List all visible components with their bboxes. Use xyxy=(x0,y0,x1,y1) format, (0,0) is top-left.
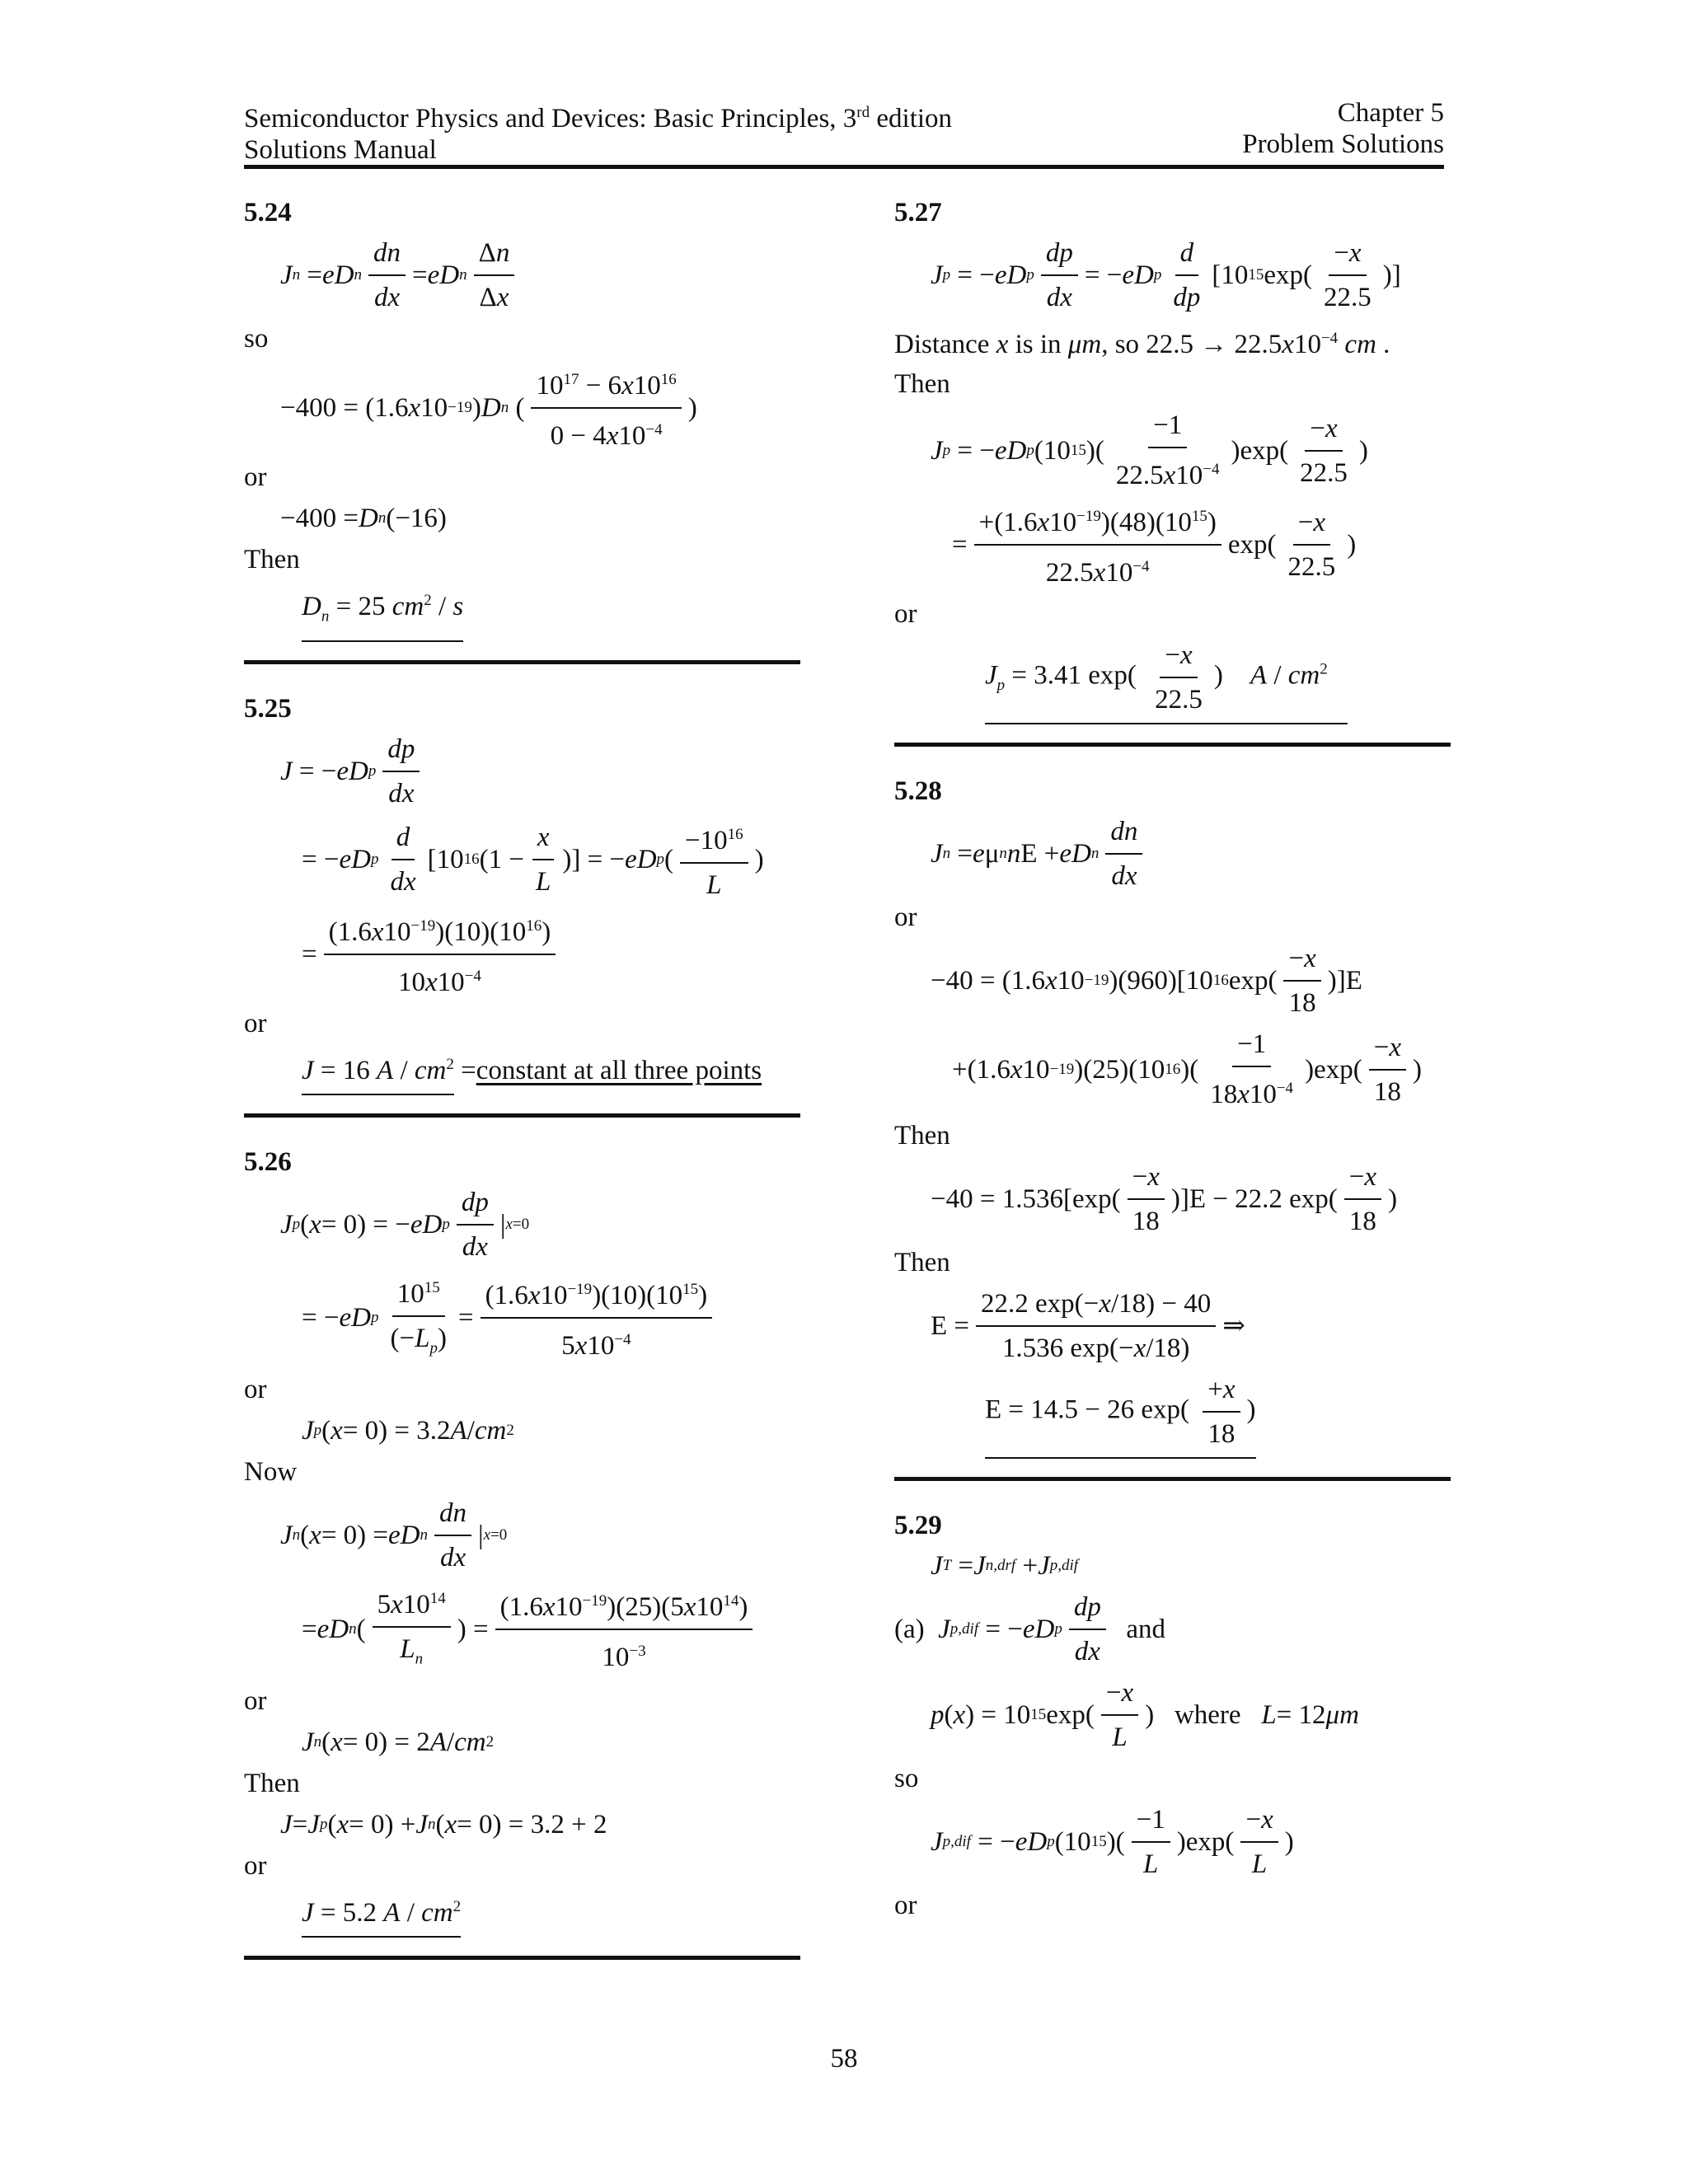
equation: = − eD p $\frac{10^{15}}{(-L_p)}$ = $\frac{(1.6x10^{-19})(10)(10^{15})}{5x10^{-4}}$ xyxy=(302,1270,800,1367)
equation: E = $\frac{22.2 \exp(-x/18) - 40}{1.536 \exp(-x/18)}$ ⇒ xyxy=(931,1286,1451,1366)
text-so: so xyxy=(244,324,269,354)
equation: = eD n ( $\frac{5x10^{14}}{L_n}$ ) = $\frac{(1.6x10^{-19})(25)(5x10^{14})}{10^{-3}}$ xyxy=(302,1581,800,1678)
section-divider xyxy=(244,1956,800,1960)
problem-number: 5.24 xyxy=(244,198,292,227)
problem-5-25 xyxy=(244,694,800,1118)
text-or: or xyxy=(244,1008,267,1038)
text-so: so xyxy=(894,1764,919,1793)
equation: J n = eD n $\frac{dn}{dx}$ = eD n $\frac{\Delta n}{\Delta x}$ xyxy=(280,235,800,316)
header-left xyxy=(244,97,952,166)
problem-number: 5.28 xyxy=(894,776,942,806)
answer: J = 5.2 A / $cm^2$ xyxy=(302,1889,800,1938)
text-or: or xyxy=(244,1850,267,1881)
problem-5-28 xyxy=(894,776,1451,1481)
text-then: Then xyxy=(894,1248,950,1277)
right-column xyxy=(894,198,1451,1927)
equation: J p = − eD p $\frac{dp}{dx}$ = − eD p $\frac{d}{dp}$ [10 15 exp( $\frac{-x}{22.5}$ )] xyxy=(931,235,1451,316)
answer: E = 14.5 − 26 exp( $\frac{+x}{18}$ ) xyxy=(985,1371,1451,1459)
problem-number: 5.27 xyxy=(894,198,942,227)
equation: (a) J p,dif = − eD p $\frac{dp}{dx}$ and xyxy=(894,1589,1451,1670)
problem-number: 5.25 xyxy=(244,693,292,724)
text-or: or xyxy=(894,599,917,629)
text-or: or xyxy=(894,902,917,932)
equation: J n ( x = 0) = 2 A / cm 2 xyxy=(302,1727,495,1757)
problem-5-24 xyxy=(244,198,800,664)
problem-5-29 xyxy=(894,1511,1451,1924)
equation: J = J p ( x = 0) + J n ( x = 0) = 3.2 + 2 xyxy=(280,1809,607,1840)
text-then: Then xyxy=(894,1121,950,1151)
equation: −40 = (1.6 x 10 −19 )(960)[10 16 exp( $\frac{-x}{18}$ )]E xyxy=(931,940,1451,1021)
equation: −400 = D n (−16) xyxy=(280,504,447,533)
text-then: Then xyxy=(244,545,300,574)
header-rule xyxy=(244,165,1444,169)
problem-number: 5.29 xyxy=(894,1511,942,1540)
text-or: or xyxy=(244,1685,267,1716)
equation: = − eD p $\frac{d}{dx}$ [10 16 (1 − $\frac{x}{L}$ )] = − eD p ( $\frac{-10^{16}}{L}$ ) xyxy=(302,817,800,903)
page-number: 58 xyxy=(830,2044,858,2074)
equation: = $\frac{(1.6x10^{-19})(10)(10^{16})}{10x10^{-4}}$ xyxy=(302,908,800,1001)
equation: J n ( x = 0) = eD n $\frac{dn}{dx}$ | x=0 xyxy=(280,1495,800,1576)
problem-number: 5.26 xyxy=(244,1146,292,1177)
section-divider xyxy=(894,743,1451,747)
section-label: Problem Solutions xyxy=(1242,129,1444,159)
equation: −400 = (1.6 x 10 −19 ) D n ( $\frac{10^{17} - 6x10^{16}}{0 - 4x10^{-4}}$ ) xyxy=(280,362,800,454)
section-divider xyxy=(244,660,800,664)
equation: −40 = 1.536[exp( $\frac{-x}{18}$ )]E − 22.2 exp( $\frac{-x}{18}$ ) xyxy=(931,1159,1451,1240)
equation: p ( x ) = 10 15 exp( $\frac{-x}{L}$ ) where L = 12 μm xyxy=(931,1675,1451,1755)
answer: J = 16 A / $cm^2$ = constant at all three points xyxy=(302,1047,800,1095)
section-divider xyxy=(244,1113,800,1118)
text-or: or xyxy=(244,462,267,492)
chapter-label: Chapter 5 xyxy=(1337,98,1444,128)
equation: = $\frac{+(1.6x10^{-19})(48)(10^{15})}{22.5x10^{-4}}$ exp( $\frac{-x}{22.5}$ ) xyxy=(952,499,1451,591)
section-divider xyxy=(894,1477,1451,1481)
header-right xyxy=(1242,97,1444,160)
text-then: Then xyxy=(244,1768,300,1798)
equation: J n = e μ n n E + eD n $\frac{dn}{dx}$ xyxy=(931,813,1451,894)
equation: J T = J n,drf + J p,dif xyxy=(931,1551,1079,1581)
book-subtitle: Solutions Manual xyxy=(244,135,437,165)
distance-note: Distance x is in μm, so $22.5 \to 22.5x10^{-4}$ cm . xyxy=(894,330,1390,359)
equation: J p ( x = 0) = 3.2 A / cm 2 xyxy=(302,1416,514,1446)
answer: $J_p = 3.41$ exp( $\frac{-x}{22.5}$ ) A / $cm^2$ xyxy=(985,637,1451,724)
answer: $D_n = 25$ $cm^2$ / s xyxy=(302,583,800,642)
equation: J p = − eD p (10 15 )( $\frac{-1}{22.5x10^{-4}}$ )exp( $\frac{-x}{22.5}$ ) xyxy=(931,407,1451,494)
text-now: Now xyxy=(244,1457,298,1488)
text-or: or xyxy=(894,1891,917,1920)
equation: J p,dif = − eD p (10 15 )( $\frac{-1}{L}$ )exp( $\frac{-x}{L}$ ) xyxy=(931,1802,1451,1882)
left-column xyxy=(244,198,800,1990)
book-title: Semiconductor Physics and Devices: Basic Principles, 3rd edition xyxy=(244,104,953,134)
text-then: Then xyxy=(894,369,950,399)
problem-5-26 xyxy=(244,1147,800,1960)
problem-5-27 xyxy=(894,198,1451,747)
answer-note: constant at all three points xyxy=(476,1056,762,1086)
text-or: or xyxy=(244,1375,267,1405)
equation: J p ( x = 0) = − eD p $\frac{dp}{dx}$ | x=0 xyxy=(280,1184,800,1265)
equation: +(1.6 x 10 −19 )(25)(10 16 )( $\frac{-1}{18x10^{-4}}$ )exp( $\frac{-x}{18}$ ) xyxy=(952,1026,1451,1113)
equation: J = − eD p $\frac{dp}{dx}$ xyxy=(280,731,800,812)
